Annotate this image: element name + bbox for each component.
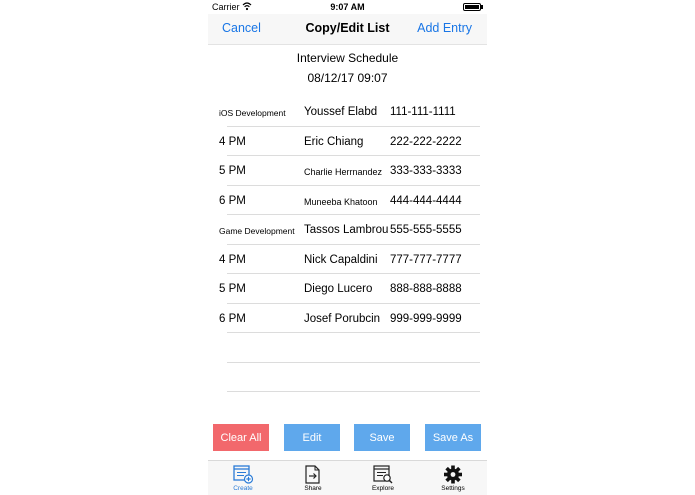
tab-settings[interactable]	[418, 461, 488, 495]
create-list-icon	[208, 465, 278, 484]
tab-label-create: Create	[233, 485, 253, 492]
cancel-button[interactable]: Cancel	[222, 21, 261, 35]
edit-button[interactable]: Edit	[284, 424, 340, 451]
row-name-cell: Nick Capaldini	[304, 253, 378, 266]
table-row[interactable]	[208, 245, 487, 275]
tab-create[interactable]	[208, 461, 278, 495]
tab-label-settings: Settings	[441, 485, 465, 492]
table-row[interactable]	[208, 333, 487, 363]
battery-icon	[463, 3, 481, 11]
clear-all-button[interactable]: Clear All	[213, 424, 269, 451]
row-time-cell: 6 PM	[219, 312, 246, 325]
row-time-cell: 5 PM	[219, 165, 246, 177]
row-time-cell: 4 PM	[219, 253, 246, 266]
explore-icon	[348, 465, 418, 484]
row-time-cell: 6 PM	[219, 194, 246, 207]
row-phone-cell: 888-888-8888	[390, 283, 462, 295]
navigation-bar	[208, 14, 487, 45]
add-entry-button[interactable]: Add Entry	[417, 21, 472, 35]
row-phone-cell: 777-777-7777	[390, 253, 462, 266]
row-time-cell: Game Development	[219, 226, 295, 236]
row-time-cell: 5 PM	[219, 283, 246, 295]
row-name-cell: Youssef Elabd	[304, 106, 378, 118]
row-name-cell: Charlie Herrnandez	[304, 167, 383, 177]
battery-cap	[481, 5, 483, 9]
save-as-button[interactable]: Save As	[425, 424, 481, 451]
phone-screen	[208, 0, 487, 494]
row-time-cell: iOS Development	[219, 108, 286, 118]
row-separator	[227, 391, 480, 392]
list-date: 08/12/17 09:07	[307, 71, 388, 85]
table-row[interactable]	[208, 215, 487, 245]
table-row[interactable]	[208, 304, 487, 334]
row-name-cell: Diego Lucero	[304, 283, 373, 295]
save-button[interactable]: Save	[354, 424, 410, 451]
tab-label-explore: Explore	[371, 485, 395, 492]
clock: 9:07 AM	[330, 2, 365, 12]
row-phone-cell: 444-444-4444	[390, 194, 462, 207]
table-row[interactable]	[208, 156, 487, 186]
tab-bar	[208, 460, 487, 495]
row-phone-cell: 333-333-3333	[390, 165, 462, 177]
gear-icon	[418, 465, 488, 484]
row-phone-cell: 555-555-5555	[390, 224, 462, 236]
status-bar	[208, 0, 487, 14]
table-row[interactable]	[208, 274, 487, 304]
row-name-cell: Eric Chiang	[304, 135, 364, 148]
row-phone-cell: 222-222-2222	[390, 135, 462, 148]
share-icon	[278, 465, 348, 484]
page-title: Copy/Edit List	[305, 21, 390, 35]
row-name-cell: Muneeba Khatoon	[304, 196, 378, 207]
tab-share[interactable]	[278, 461, 348, 495]
table-row[interactable]	[208, 186, 487, 216]
row-name-cell: Josef Porubcin	[304, 312, 381, 325]
table-row[interactable]	[208, 97, 487, 127]
carrier-label: Carrier	[212, 2, 240, 12]
table-row[interactable]	[208, 363, 487, 393]
row-name-cell: Tassos Lambrou	[304, 224, 389, 236]
row-phone-cell: 999-999-9999	[390, 312, 462, 325]
row-time-cell: 4 PM	[219, 135, 246, 148]
row-phone-cell: 111-111-1111	[390, 106, 456, 118]
list-title[interactable]: Interview Schedule	[296, 51, 399, 65]
tab-label-share: Share	[304, 485, 322, 492]
tab-explore[interactable]	[348, 461, 418, 495]
table-row[interactable]	[208, 127, 487, 157]
